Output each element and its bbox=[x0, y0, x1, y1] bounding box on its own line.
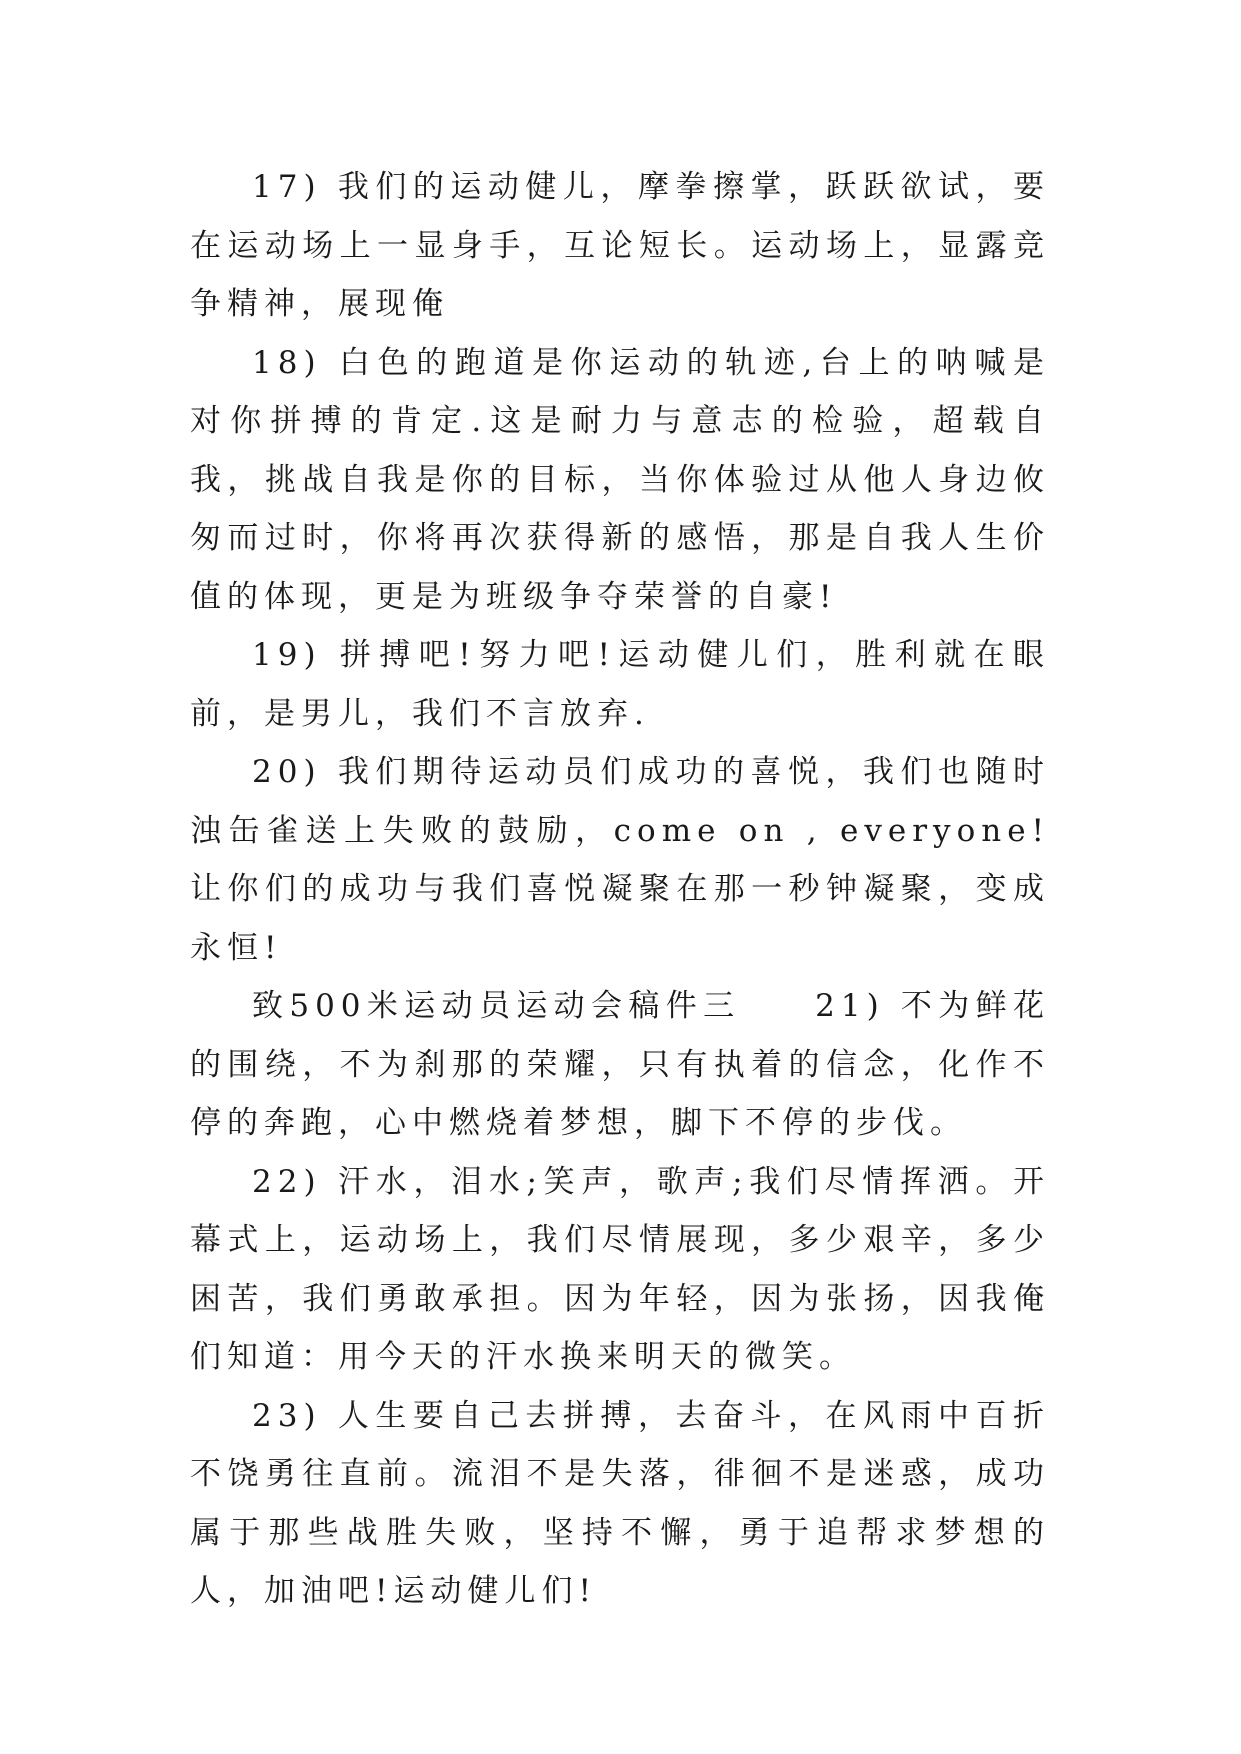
paragraph-19: 19) 拼搏吧!努力吧!运动健儿们，胜利就在眼前，是男儿，我们不言放弃. bbox=[190, 637, 1050, 732]
paragraph-22: 22) 汗水，泪水;笑声，歌声;我们尽情挥洒。开幕式上，运动场上，我们尽情展现，多少艰辛，多少困苦，我们勇敢承担。因为年轻，因为张扬，因我俺们知道：用今天的汗水换来明天的微笑。 bbox=[190, 1163, 1051, 1375]
paragraph-17: 17) 我们的运动健儿，摩拳擦掌，跃跃欲试，要在运动场上一显身手，互论短长。运动场上，显露竞争精神，展现俺 bbox=[190, 169, 1050, 322]
paragraph-18: 18) 白色的跑道是你运动的轨迹,台上的呐喊是对你拼搏的肯定.这是耐力与意志的检验，超载自我，挑战自我是你的目标，当你体验过从他人身边攸匆而过时，你将再次获得新的感悟，那是自我人生价值的体现，更是为班级争夺荣誉的自豪! bbox=[190, 344, 1050, 615]
document-body bbox=[190, 158, 1050, 1621]
paragraph-23: 23) 人生要自己去拼搏，去奋斗，在风雨中百折不饶勇往直前。流泪不是失落，徘徊不是迷惑，成功属于那些战胜失败，坚持不懈，勇于追帮求梦想的人，加油吧!运动健儿们! bbox=[190, 1397, 1050, 1609]
paragraph-20: 20) 我们期待运动员们成功的喜悦，我们也随时浊缶雀送上失败的鼓励，come on , everyone!让你们的成功与我们喜悦凝聚在那一秒钟凝聚，变成永恒! bbox=[190, 754, 1050, 966]
paragraph-21: 致500米运动员运动会稿件三 21) 不为鲜花的围绕，不为刹那的荣耀，只有执着的信念，化作不停的奔跑，心中燃烧着梦想，脚下不停的步伐。 bbox=[190, 988, 1050, 1141]
